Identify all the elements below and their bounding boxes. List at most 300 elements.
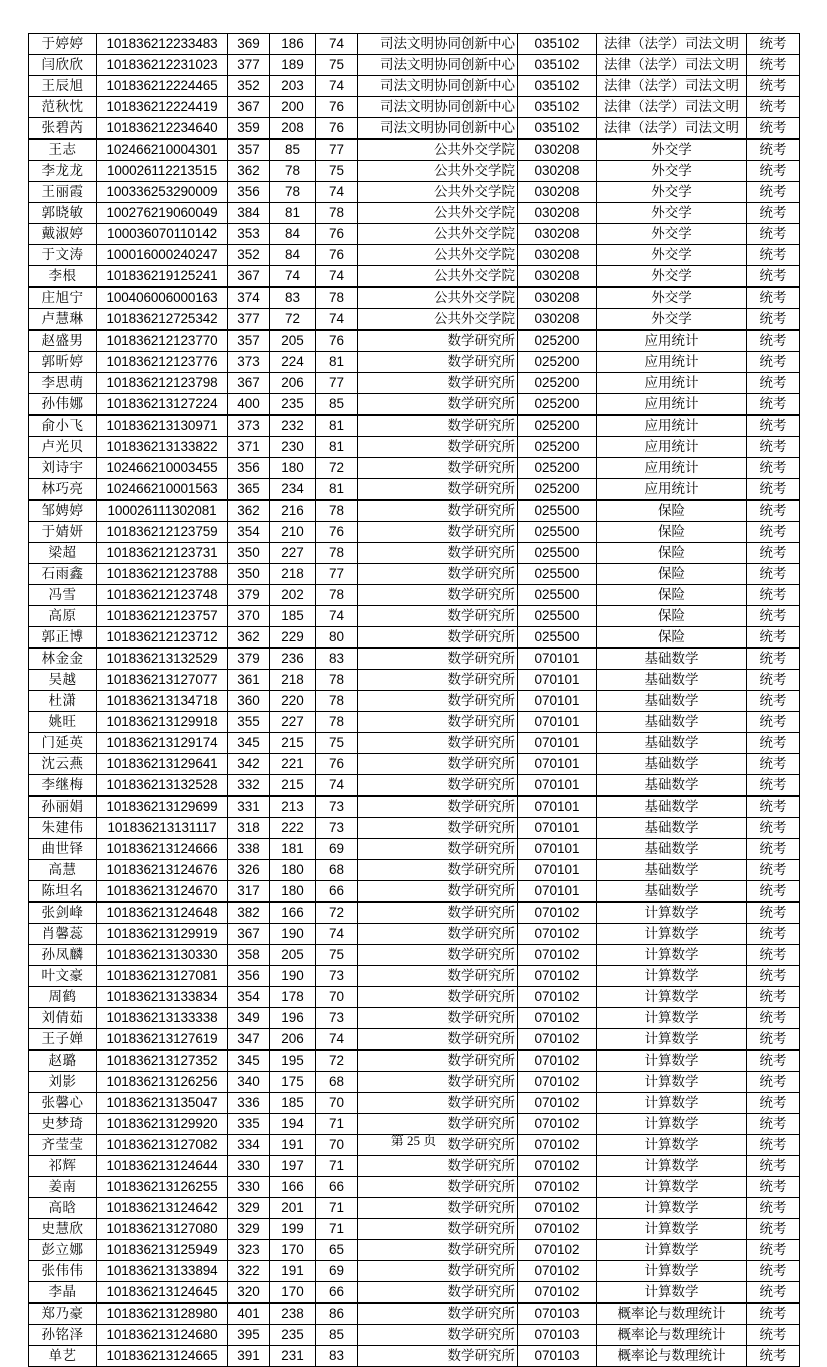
cell-name: 高慧: [29, 860, 97, 881]
cell-major: 计算数学: [597, 924, 747, 945]
cell-sub: 215: [270, 733, 316, 754]
cell-dept: 数学研究所: [358, 627, 518, 649]
cell-type: 统考: [747, 1240, 800, 1261]
cell-dept: 数学研究所: [358, 479, 518, 501]
cell-sid: 101836213130971: [97, 415, 228, 437]
cell-code: 030208: [518, 245, 597, 266]
cell-name: 李晶: [29, 1282, 97, 1304]
cell-code: 025200: [518, 352, 597, 373]
cell-code: 070101: [518, 818, 597, 839]
cell-type: 统考: [747, 796, 800, 818]
cell-name: 王子婵: [29, 1029, 97, 1051]
cell-dept: 公共外交学院: [358, 245, 518, 266]
cell-name: 郭晓敏: [29, 203, 97, 224]
cell-major: 计算数学: [597, 1072, 747, 1093]
cell-sid: 101836213127077: [97, 670, 228, 691]
cell-sub: 199: [270, 1219, 316, 1240]
cell-sub: 236: [270, 648, 316, 670]
cell-eng: 74: [316, 924, 358, 945]
cell-sid: 101836213124680: [97, 1325, 228, 1346]
cell-dept: 公共外交学院: [358, 203, 518, 224]
cell-code: 025500: [518, 606, 597, 627]
cell-sub: 216: [270, 500, 316, 522]
cell-name: 刘影: [29, 1072, 97, 1093]
cell-type: 统考: [747, 691, 800, 712]
cell-sub: 218: [270, 670, 316, 691]
cell-eng: 77: [316, 564, 358, 585]
cell-code: 025200: [518, 373, 597, 394]
cell-eng: 73: [316, 818, 358, 839]
cell-eng: 81: [316, 415, 358, 437]
cell-sub: 206: [270, 1029, 316, 1051]
cell-dept: 数学研究所: [358, 670, 518, 691]
table-row: [29, 500, 800, 522]
cell-name: 门延英: [29, 733, 97, 754]
table-row: [29, 309, 800, 331]
cell-type: 统考: [747, 627, 800, 649]
cell-sub: 180: [270, 458, 316, 479]
cell-eng: 74: [316, 266, 358, 288]
cell-sid: 101836213129699: [97, 796, 228, 818]
cell-sub: 221: [270, 754, 316, 775]
cell-sub: 84: [270, 245, 316, 266]
cell-major: 外交学: [597, 139, 747, 161]
cell-sub: 181: [270, 839, 316, 860]
cell-type: 统考: [747, 648, 800, 670]
cell-sid: 101836212123798: [97, 373, 228, 394]
cell-major: 应用统计: [597, 458, 747, 479]
table-row: [29, 1156, 800, 1177]
cell-name: 卢慧琳: [29, 309, 97, 331]
cell-sid: 101836213129919: [97, 924, 228, 945]
cell-major: 外交学: [597, 245, 747, 266]
table-row: [29, 1008, 800, 1029]
cell-sid: 101836213133894: [97, 1261, 228, 1282]
cell-code: 070101: [518, 670, 597, 691]
cell-sub: 170: [270, 1240, 316, 1261]
cell-sub: 203: [270, 76, 316, 97]
cell-total: 342: [228, 754, 270, 775]
cell-eng: 75: [316, 733, 358, 754]
cell-type: 统考: [747, 1050, 800, 1072]
cell-dept: 数学研究所: [358, 1177, 518, 1198]
cell-total: 355: [228, 712, 270, 733]
cell-type: 统考: [747, 1029, 800, 1051]
cell-eng: 71: [316, 1219, 358, 1240]
cell-eng: 73: [316, 796, 358, 818]
cell-name: 朱建伟: [29, 818, 97, 839]
page-footer: 第 25 页: [390, 1133, 437, 1148]
table-row: [29, 818, 800, 839]
cell-type: 统考: [747, 1198, 800, 1219]
cell-sub: 205: [270, 330, 316, 352]
cell-dept: 数学研究所: [358, 924, 518, 945]
cell-major: 计算数学: [597, 902, 747, 924]
cell-total: 365: [228, 479, 270, 501]
cell-code: 025200: [518, 330, 597, 352]
cell-sub: 220: [270, 691, 316, 712]
cell-eng: 71: [316, 1114, 358, 1135]
cell-name: 郑乃豪: [29, 1303, 97, 1325]
cell-sub: 218: [270, 564, 316, 585]
cell-name: 张剑峰: [29, 902, 97, 924]
cell-sid: 101836212123776: [97, 352, 228, 373]
cell-dept: 数学研究所: [358, 733, 518, 754]
cell-major: 外交学: [597, 182, 747, 203]
cell-eng: 83: [316, 648, 358, 670]
cell-sub: 190: [270, 966, 316, 987]
cell-eng: 78: [316, 712, 358, 733]
cell-name: 叶文豪: [29, 966, 97, 987]
cell-eng: 69: [316, 839, 358, 860]
cell-eng: 81: [316, 437, 358, 458]
cell-major: 法律（法学）司法文明: [597, 97, 747, 118]
cell-eng: 74: [316, 34, 358, 55]
cell-type: 统考: [747, 606, 800, 627]
cell-dept: 数学研究所: [358, 1303, 518, 1325]
cell-name: 孙铭泽: [29, 1325, 97, 1346]
cell-eng: 68: [316, 860, 358, 881]
cell-type: 统考: [747, 1093, 800, 1114]
table-row: [29, 394, 800, 416]
cell-dept: 公共外交学院: [358, 287, 518, 309]
cell-dept: 数学研究所: [358, 691, 518, 712]
cell-dept: 数学研究所: [358, 1346, 518, 1367]
cell-dept: 数学研究所: [358, 648, 518, 670]
cell-sid: 101836212231023: [97, 55, 228, 76]
cell-type: 统考: [747, 76, 800, 97]
cell-total: 370: [228, 606, 270, 627]
cell-dept: 公共外交学院: [358, 309, 518, 331]
cell-sid: 101836213133338: [97, 1008, 228, 1029]
cell-sid: 101836213129641: [97, 754, 228, 775]
cell-dept: 司法文明协同创新中心: [358, 76, 518, 97]
cell-sid: 101836212123748: [97, 585, 228, 606]
cell-eng: 74: [316, 182, 358, 203]
cell-code: 030208: [518, 309, 597, 331]
cell-dept: 数学研究所: [358, 543, 518, 564]
cell-type: 统考: [747, 945, 800, 966]
cell-type: 统考: [747, 966, 800, 987]
table-row: [29, 881, 800, 903]
cell-dept: 数学研究所: [358, 945, 518, 966]
cell-name: 吴越: [29, 670, 97, 691]
cell-dept: 数学研究所: [358, 1029, 518, 1051]
cell-total: 373: [228, 415, 270, 437]
cell-major: 应用统计: [597, 437, 747, 458]
cell-dept: 数学研究所: [358, 1261, 518, 1282]
cell-name: 赵盛男: [29, 330, 97, 352]
cell-dept: 数学研究所: [358, 394, 518, 416]
table-row: [29, 691, 800, 712]
cell-type: 统考: [747, 564, 800, 585]
cell-sub: 224: [270, 352, 316, 373]
cell-sid: 101836212123731: [97, 543, 228, 564]
cell-name: 李根: [29, 266, 97, 288]
cell-name: 梁超: [29, 543, 97, 564]
cell-sub: 206: [270, 373, 316, 394]
cell-total: 345: [228, 733, 270, 754]
cell-sid: 102466210001563: [97, 479, 228, 501]
cell-sub: 186: [270, 34, 316, 55]
cell-eng: 78: [316, 203, 358, 224]
cell-eng: 76: [316, 97, 358, 118]
cell-sub: 170: [270, 1282, 316, 1304]
cell-type: 统考: [747, 1346, 800, 1367]
cell-code: 070102: [518, 1072, 597, 1093]
cell-sub: 231: [270, 1346, 316, 1367]
cell-sid: 101836213126256: [97, 1072, 228, 1093]
cell-dept: 数学研究所: [358, 352, 518, 373]
table-row: [29, 203, 800, 224]
cell-code: 070103: [518, 1325, 597, 1346]
cell-code: 025200: [518, 458, 597, 479]
cell-type: 统考: [747, 775, 800, 797]
cell-code: 035102: [518, 76, 597, 97]
cell-sid: 101836212123712: [97, 627, 228, 649]
cell-code: 035102: [518, 97, 597, 118]
cell-code: 070101: [518, 860, 597, 881]
cell-sub: 215: [270, 775, 316, 797]
table-row: [29, 245, 800, 266]
table-row: [29, 627, 800, 649]
cell-sub: 195: [270, 1050, 316, 1072]
cell-major: 计算数学: [597, 1219, 747, 1240]
cell-total: 357: [228, 330, 270, 352]
cell-sub: 84: [270, 224, 316, 245]
cell-name: 王志: [29, 139, 97, 161]
cell-major: 保险: [597, 500, 747, 522]
cell-sub: 175: [270, 1072, 316, 1093]
cell-total: 350: [228, 564, 270, 585]
table-row: [29, 839, 800, 860]
cell-sub: 208: [270, 118, 316, 140]
cell-code: 070102: [518, 1050, 597, 1072]
cell-code: 025200: [518, 394, 597, 416]
cell-major: 基础数学: [597, 754, 747, 775]
cell-sub: 210: [270, 522, 316, 543]
cell-major: 概率论与数理统计: [597, 1325, 747, 1346]
cell-eng: 73: [316, 966, 358, 987]
cell-dept: 数学研究所: [358, 1008, 518, 1029]
table-row: [29, 1261, 800, 1282]
cell-code: 070102: [518, 1177, 597, 1198]
cell-dept: 数学研究所: [358, 373, 518, 394]
cell-dept: 数学研究所: [358, 500, 518, 522]
cell-total: 400: [228, 394, 270, 416]
cell-code: 030208: [518, 182, 597, 203]
cell-sid: 100406006000163: [97, 287, 228, 309]
cell-type: 统考: [747, 754, 800, 775]
cell-code: 070103: [518, 1303, 597, 1325]
cell-major: 基础数学: [597, 691, 747, 712]
cell-name: 曲世铎: [29, 839, 97, 860]
cell-sid: 102466210004301: [97, 139, 228, 161]
cell-name: 姜南: [29, 1177, 97, 1198]
cell-type: 统考: [747, 352, 800, 373]
table-row: [29, 966, 800, 987]
cell-total: 356: [228, 458, 270, 479]
table-row: [29, 287, 800, 309]
cell-type: 统考: [747, 245, 800, 266]
table-row: [29, 1029, 800, 1051]
cell-sid: 101836213132529: [97, 648, 228, 670]
cell-code: 025200: [518, 415, 597, 437]
cell-name: 张馨心: [29, 1093, 97, 1114]
table-row: [29, 266, 800, 288]
cell-name: 俞小飞: [29, 415, 97, 437]
cell-code: 070102: [518, 1114, 597, 1135]
cell-total: 357: [228, 139, 270, 161]
cell-type: 统考: [747, 1135, 800, 1156]
cell-total: 356: [228, 966, 270, 987]
cell-total: 338: [228, 839, 270, 860]
cell-dept: 数学研究所: [358, 458, 518, 479]
cell-eng: 80: [316, 627, 358, 649]
cell-sid: 101836212234640: [97, 118, 228, 140]
cell-type: 统考: [747, 522, 800, 543]
cell-name: 陈坦名: [29, 881, 97, 903]
table-row: [29, 437, 800, 458]
cell-total: 371: [228, 437, 270, 458]
cell-eng: 70: [316, 1093, 358, 1114]
cell-eng: 66: [316, 1177, 358, 1198]
cell-type: 统考: [747, 224, 800, 245]
cell-eng: 75: [316, 161, 358, 182]
cell-dept: 司法文明协同创新中心: [358, 55, 518, 76]
cell-dept: 数学研究所: [358, 860, 518, 881]
table-row: [29, 415, 800, 437]
cell-sid: 100026111302081: [97, 500, 228, 522]
cell-sub: 235: [270, 394, 316, 416]
cell-code: 070101: [518, 839, 597, 860]
table-row: [29, 1219, 800, 1240]
cell-major: 法律（法学）司法文明: [597, 76, 747, 97]
cell-sid: 101836212123757: [97, 606, 228, 627]
cell-dept: 数学研究所: [358, 437, 518, 458]
cell-name: 史梦琦: [29, 1114, 97, 1135]
cell-total: 377: [228, 55, 270, 76]
cell-eng: 85: [316, 1325, 358, 1346]
cell-eng: 75: [316, 55, 358, 76]
table-row: [29, 352, 800, 373]
cell-code: 070101: [518, 648, 597, 670]
cell-eng: 78: [316, 691, 358, 712]
cell-dept: 数学研究所: [358, 1219, 518, 1240]
cell-total: 358: [228, 945, 270, 966]
cell-major: 法律（法学）司法文明: [597, 34, 747, 55]
cell-major: 应用统计: [597, 479, 747, 501]
cell-total: 352: [228, 76, 270, 97]
table-row: [29, 139, 800, 161]
cell-sid: 101836213129174: [97, 733, 228, 754]
cell-major: 基础数学: [597, 775, 747, 797]
table-row: [29, 76, 800, 97]
cell-total: 379: [228, 648, 270, 670]
cell-code: 025500: [518, 627, 597, 649]
cell-name: 卢光贝: [29, 437, 97, 458]
cell-type: 统考: [747, 1114, 800, 1135]
table-row: [29, 522, 800, 543]
cell-name: 王丽霞: [29, 182, 97, 203]
cell-sub: 166: [270, 902, 316, 924]
cell-eng: 74: [316, 76, 358, 97]
cell-name: 孙凤麟: [29, 945, 97, 966]
cell-dept: 数学研究所: [358, 902, 518, 924]
cell-eng: 66: [316, 1282, 358, 1304]
cell-name: 张伟伟: [29, 1261, 97, 1282]
cell-sid: 101836213129920: [97, 1114, 228, 1135]
cell-name: 郭昕婷: [29, 352, 97, 373]
cell-sid: 101836213128980: [97, 1303, 228, 1325]
cell-eng: 76: [316, 522, 358, 543]
cell-type: 统考: [747, 479, 800, 501]
cell-total: 356: [228, 182, 270, 203]
cell-name: 于婷婷: [29, 34, 97, 55]
table-row: [29, 945, 800, 966]
cell-eng: 70: [316, 987, 358, 1008]
cell-sub: 166: [270, 1177, 316, 1198]
cell-major: 计算数学: [597, 1029, 747, 1051]
cell-code: 035102: [518, 55, 597, 76]
cell-total: 336: [228, 1093, 270, 1114]
table-row: [29, 1198, 800, 1219]
cell-major: 计算数学: [597, 1093, 747, 1114]
cell-total: 354: [228, 522, 270, 543]
cell-eng: 74: [316, 309, 358, 331]
cell-total: 362: [228, 500, 270, 522]
cell-total: 361: [228, 670, 270, 691]
cell-sid: 101836213127080: [97, 1219, 228, 1240]
cell-eng: 76: [316, 245, 358, 266]
cell-major: 外交学: [597, 161, 747, 182]
cell-major: 保险: [597, 585, 747, 606]
cell-sub: 185: [270, 606, 316, 627]
cell-sub: 235: [270, 1325, 316, 1346]
cell-major: 基础数学: [597, 733, 747, 754]
cell-eng: 76: [316, 330, 358, 352]
cell-sub: 194: [270, 1114, 316, 1135]
table-row: [29, 330, 800, 352]
cell-major: 基础数学: [597, 839, 747, 860]
cell-type: 统考: [747, 860, 800, 881]
cell-sid: 101836212233483: [97, 34, 228, 55]
cell-dept: 司法文明协同创新中心: [358, 97, 518, 118]
cell-major: 外交学: [597, 203, 747, 224]
cell-code: 070102: [518, 1135, 597, 1156]
cell-sid: 101836212224419: [97, 97, 228, 118]
cell-sid: 101836213133834: [97, 987, 228, 1008]
cell-eng: 71: [316, 1156, 358, 1177]
cell-sid: 101836213133822: [97, 437, 228, 458]
cell-sid: 101836213124648: [97, 902, 228, 924]
cell-total: 367: [228, 924, 270, 945]
cell-dept: 公共外交学院: [358, 161, 518, 182]
table-row: [29, 924, 800, 945]
cell-sub: 222: [270, 818, 316, 839]
cell-code: 070102: [518, 1029, 597, 1051]
cell-eng: 66: [316, 881, 358, 903]
cell-sub: 78: [270, 161, 316, 182]
cell-code: 070102: [518, 1219, 597, 1240]
cell-type: 统考: [747, 585, 800, 606]
cell-sid: 100036070110142: [97, 224, 228, 245]
cell-sub: 185: [270, 1093, 316, 1114]
cell-sid: 101836213125949: [97, 1240, 228, 1261]
cell-dept: 数学研究所: [358, 1114, 518, 1135]
table-row: [29, 224, 800, 245]
cell-total: 374: [228, 287, 270, 309]
